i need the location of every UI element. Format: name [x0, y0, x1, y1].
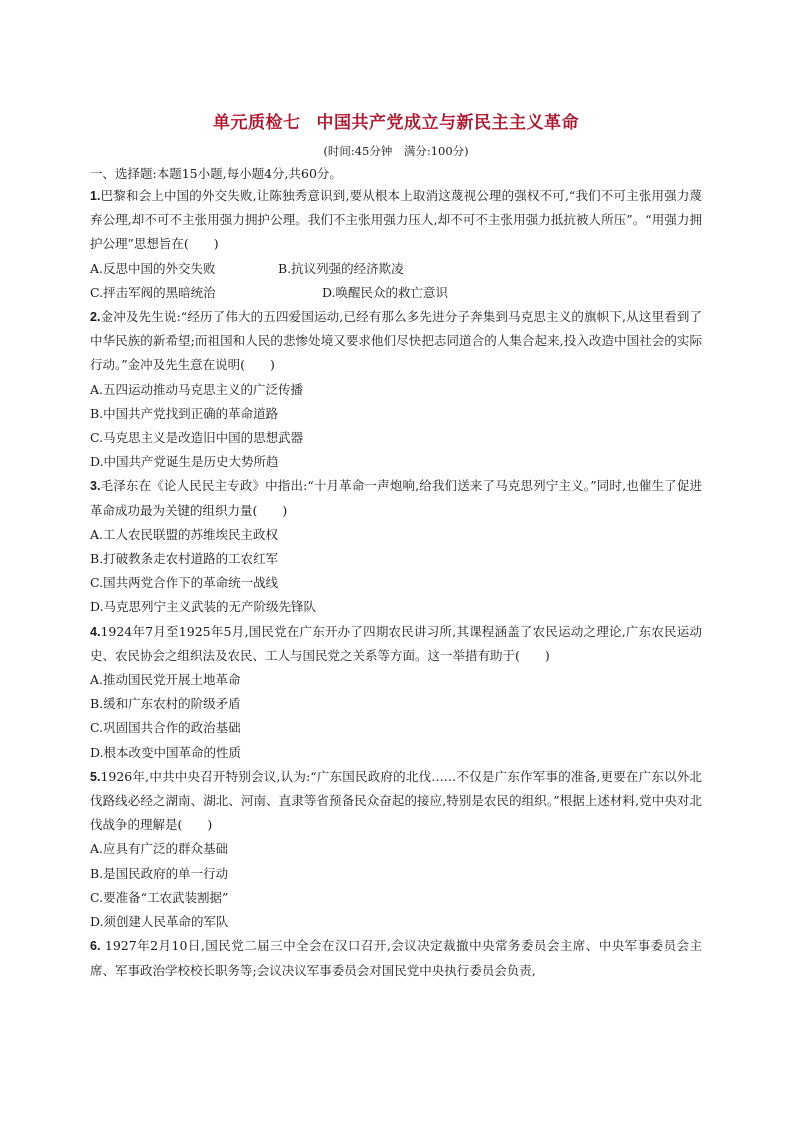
- option-b[interactable]: B.是国民政府的单一行动: [90, 865, 229, 881]
- question-stem: [90, 934, 702, 982]
- question-text: 1926年,中共中央召开特别会议,认为:“广东国民政府的北伐……不仅是广东作军事的准备,更要在广东以外北伐路线必经之湖南、湖北、河南、直隶等省预备民众奋起的接应,特别是农民的组织。”根据上述材料,党中央对北伐战争的理解是( ): [90, 768, 702, 833]
- option-a[interactable]: A.推动国民党开展土地革命: [90, 672, 241, 688]
- page-title: [90, 108, 702, 133]
- option-d[interactable]: D.根本改变中国革命的性质: [90, 744, 242, 760]
- option-c[interactable]: C.抨击军阀的黑暗统治: [90, 284, 216, 300]
- question-text: 1927年2月10日,国民党二届三中全会在汉口召开,会议决定裁撤中央常务委员会主席、中央军事委员会主席、军事政治学校校长职务等;会议决议军事委员会对国民党中央执行委员会负责,: [90, 938, 702, 978]
- question-4: [90, 620, 702, 765]
- option-a[interactable]: A.工人农民联盟的苏维埃民主政权: [90, 526, 279, 542]
- option-d[interactable]: D.须创建人民革命的军队: [90, 914, 229, 930]
- question-number: 4.: [90, 624, 101, 639]
- title-topic: 中国共产党成立与新民主主义革命: [316, 113, 579, 133]
- question-stem: [90, 474, 702, 522]
- option-b[interactable]: B.打破教条走农村道路的工农红军: [90, 551, 279, 567]
- question-stem: [90, 620, 702, 668]
- option-c[interactable]: C.国共两党合作下的革命统一战线: [90, 575, 279, 591]
- question-number: 1.: [90, 189, 101, 203]
- question-text: 毛泽东在《论人民民主专政》中指出:“十月革命一声炮响,给我们送来了马克思列宁主义。”同时,也催生了促进革命成功最为关键的组织力量( ): [90, 478, 702, 518]
- time-score-info: (时间:45分钟 满分:100分): [323, 144, 469, 158]
- question-stem: [90, 184, 702, 257]
- exam-page: [90, 108, 702, 983]
- option-a[interactable]: A.五四运动推动马克思主义的广泛传播: [90, 381, 304, 397]
- question-number: 5.: [90, 769, 101, 784]
- option-c[interactable]: C.要准备“工农武装割据”: [90, 889, 229, 905]
- question-5: [90, 765, 702, 934]
- question-1: [90, 184, 702, 305]
- question-stem: [90, 765, 702, 838]
- question-number: 3.: [90, 479, 101, 494]
- options-row: [90, 257, 702, 281]
- option-b[interactable]: B.缓和广东农村的阶级矛盾: [90, 696, 241, 712]
- option-b[interactable]: B.抗议列强的经济欺凌: [278, 260, 404, 276]
- question-6: [90, 934, 702, 982]
- option-c[interactable]: C.马克思主义是改造旧中国的思想武器: [90, 430, 304, 446]
- option-d[interactable]: D.马克思列宁主义武装的无产阶级先锋队: [90, 599, 317, 615]
- question-3: [90, 474, 702, 619]
- option-a[interactable]: A.反思中国的外交失败: [90, 260, 216, 276]
- question-text: 金冲及先生说:“经历了伟大的五四爱国运动,已经有那么多先进分子奔集到马克思主义的旗帜下,从这里看到了中华民族的新希望;而祖国和人民的悲惨处境又要求他们尽快把志同道合的人集合起来,投入改造中国社会的实际行动。”金冲及先生意在说明( ): [90, 309, 702, 373]
- option-a[interactable]: A.应具有广泛的群众基础: [90, 841, 229, 857]
- section-heading: 一、选择题:本题15小题,每小题4分,共60分。: [90, 166, 342, 181]
- question-text: 1924年7月至1925年5月,国民党在广东开办了四期农民讲习所,其课程涵盖了农民运动之理论,广东农民运动史、农民协会之组织法及农民、工人与国民党之关系等方面。这一举措有助于( ): [90, 623, 702, 663]
- title-unit: 单元质检七: [213, 113, 301, 133]
- question-stem: [90, 305, 702, 378]
- option-d[interactable]: D.唤醒民众的救亡意识: [322, 284, 449, 300]
- option-b[interactable]: B.中国共产党找到正确的革命道路: [90, 405, 279, 421]
- option-c[interactable]: C.巩固国共合作的政治基础: [90, 720, 241, 736]
- question-number: 6.: [90, 939, 101, 954]
- question-number: 2.: [90, 310, 101, 325]
- question-text: 巴黎和会上中国的外交失败,让陈独秀意识到,要从根本上取消这蔑视公理的强权不可,“我们不可主张用强力蔑弃公理,却不可不主张用强力拥护公理。我们不主张用强力压人,却不可不主张用强力抵抗被人所压”。“用强力拥护公理”思想旨在( ): [90, 188, 702, 252]
- question-2: [90, 305, 702, 474]
- option-d[interactable]: D.中国共产党诞生是历史大势所趋: [90, 454, 279, 470]
- options-row: [90, 281, 702, 305]
